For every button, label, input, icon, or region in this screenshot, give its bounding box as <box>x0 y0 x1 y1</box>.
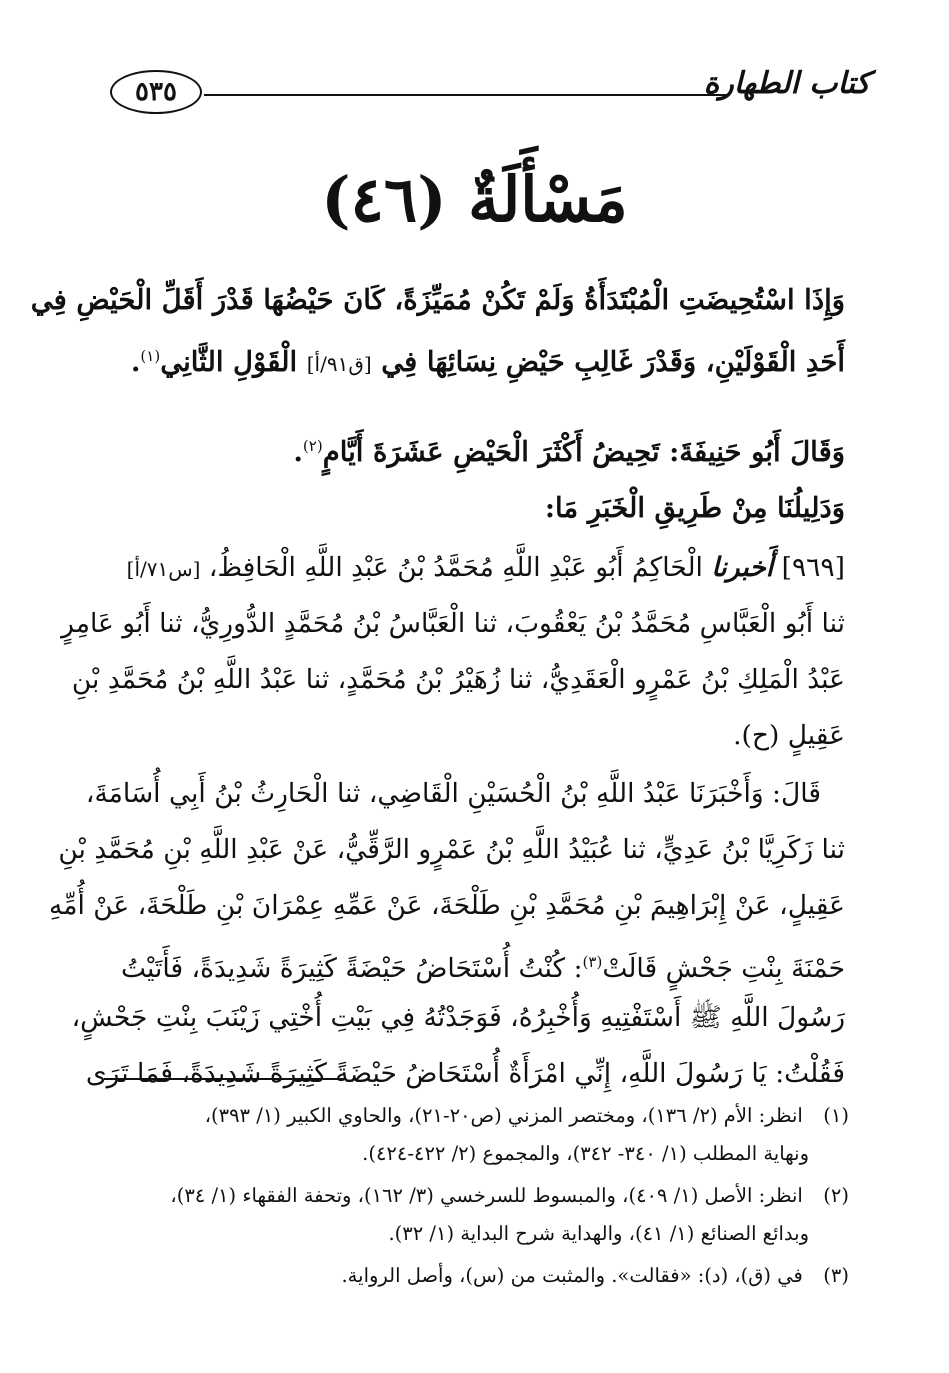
footnote-text: انظر: الأصل (١/ ٤٠٩)، والمبسوط للسرخسي (٣/ ١٦٢)، وتحفة الفقهاء (١/ ٣٤)، <box>170 1184 803 1207</box>
manuscript-marker: [ق٩١/أ] <box>306 352 372 377</box>
text-line: ثنا أَبُو الْعَبَّاسِ مُحَمَّدُ بْنُ يَعْقُوبَ، ثنا الْعَبَّاسُ بْنُ مُحَمَّدٍ الدُّورِيُّ، ثنا أَبُو عَامِرٍ <box>61 608 845 639</box>
footnote <box>104 1176 849 1216</box>
text-line: أَحَدِ الْقَوْلَيْنِ، وَقَدْرَ غَالِبِ حَيْضِ نِسَائِهَا فِي [ق٩١/أ] الْقَوْلِ الثَّانِي$^{(١)}$. <box>130 346 845 379</box>
footnote-number: (١) <box>823 1104 849 1127</box>
book-title: كتاب الطهارة <box>703 66 870 101</box>
text-line: عَقِيلٍ (ح). <box>733 720 845 751</box>
footnote <box>104 1096 849 1136</box>
footnote-number: (٢) <box>823 1184 849 1207</box>
page-header <box>110 62 870 122</box>
text-segment: الْقَوْلِ الثَّانِي <box>160 346 298 379</box>
text-line: وَإِذَا اسْتُحِيضَتِ الْمُبْتَدَأَةُ وَلَمْ تَكُنْ مُمَيِّزَةً، كَانَ حَيْضُهَا قَدْرَ أَقَلِّ الْحَيْضِ فِي <box>30 284 845 316</box>
manuscript-marker: [س٧١/أ] <box>126 557 201 581</box>
footnote-ref[interactable]: (١) <box>140 347 161 365</box>
footnote-rule <box>104 1078 344 1080</box>
text-line <box>104 934 845 997</box>
text-segment: وَقَالَ أَبُو حَنِيفَةَ: تَحِيضُ أَكْثَرَ الْحَيْضِ عَشَرَةَ أَيَّامٍ <box>322 436 845 469</box>
footnote-text: انظر: الأم (٢/ ١٣٦)، ومختصر المزني (ص٢٠-٢١)، والحاوي الكبير (١/ ٣٩٣)، <box>204 1104 803 1127</box>
footnote-text: في (ق)، (د): «فقالت». والمثبت من (س)، وأصل الرواية. <box>341 1264 803 1287</box>
hadith-number: [٩٦٩] <box>781 552 845 583</box>
text-line: قَالَ: وَأَخْبَرَنَا عَبْدُ اللَّهِ بْنُ الْحُسَيْنِ الْقَاضِي، ثنا الْحَارِثُ بْنُ أَبِي أُسَامَةَ، <box>85 778 821 809</box>
text-line: عَقِيلٍ، عَنْ إِبْرَاهِيمَ بْنِ مُحَمَّدِ بْنِ طَلْحَةَ، عَنْ عَمِّهِ عِمْرَانَ بْنِ طَلْحَةَ، عَنْ أُمِّهِ <box>49 890 845 921</box>
text-line <box>104 540 845 597</box>
text-line: ثنا زَكَرِيَّا بْنُ عَدِيٍّ، ثنا عُبَيْدُ اللَّهِ بْنُ عَمْرٍو الرَّقِّيُّ، عَنْ عَبْدِ اللَّهِ بْنِ مُحَمَّدِ بْنِ <box>58 834 845 865</box>
text-line: وَقَالَ أَبُو حَنِيفَةَ: تَحِيضُ أَكْثَرَ الْحَيْضِ عَشَرَةَ أَيَّامٍ$^{(٢)}$. <box>293 436 845 469</box>
text-line: عَبْدُ الْمَلِكِ بْنُ عَمْرٍو الْعَقَدِيُّ، ثنا زُهَيْرُ بْنُ مُحَمَّدٍ، ثنا عَبْدُ اللَّهِ بْنُ مُحَمَّدِ بْنِ <box>71 664 845 695</box>
issue-heading: مَسْأَلَةٌ (٤٦) <box>321 163 628 236</box>
text-segment: : كُنْتُ أُسْتَحَاضُ حَيْضَةً كَثِيرَةً شَدِيدَةً، فَأَتَيْتُ <box>120 952 583 984</box>
text-line: رَسُولَ اللَّهِ ﷺ أَسْتَفْتِيهِ وَأُخْبِرُهُ، فَوَجَدْتُهُ فِي بَيْتِ أُخْتِي زَيْنَبَ بِنْتِ جَحْشٍ، <box>71 1002 845 1033</box>
header-rule <box>204 94 728 96</box>
text-line: وَدَلِيلُنَا مِنْ طَرِيقِ الْخَبَرِ مَا: <box>544 492 845 524</box>
page-number: ٥٣٥ <box>110 70 202 114</box>
text-line: فَقُلْتُ: يَا رَسُولَ اللَّهِ، إِنِّي امْرَأَةٌ أُسْتَحَاضُ حَيْضَةً كَثِيرَةً شَدِيدَةً، فَمَا تَرَى <box>85 1058 845 1089</box>
text-segment: حَمْنَةَ بِنْتِ جَحْشٍ قَالَتْ <box>602 952 845 984</box>
footnote-number: (٣) <box>823 1264 849 1287</box>
footnote-text: ونهاية المطلب (١/ ٣٤٠- ٣٤٢)، والمجموع (٢/ ٤٢٢-٤٢٤). <box>362 1142 809 1165</box>
akhbarana-word: أَخبرنا <box>711 552 774 583</box>
footnote-ref[interactable]: (٢) <box>302 437 323 455</box>
footnote-ref[interactable]: (٣) <box>582 953 603 971</box>
text-segment: أَحَدِ الْقَوْلَيْنِ، وَقَدْرَ غَالِبِ حَيْضِ نِسَائِهَا فِي <box>381 346 845 379</box>
text-segment: الْحَاكِمُ أَبُو عَبْدِ اللَّهِ مُحَمَّدُ بْنُ عَبْدِ اللَّهِ الْحَافِظُ، <box>208 552 703 583</box>
footnote <box>104 1256 849 1296</box>
footnote-text: وبدائع الصنائع (١/ ٤١)، والهداية شرح البداية (١/ ٣٢). <box>388 1222 809 1245</box>
